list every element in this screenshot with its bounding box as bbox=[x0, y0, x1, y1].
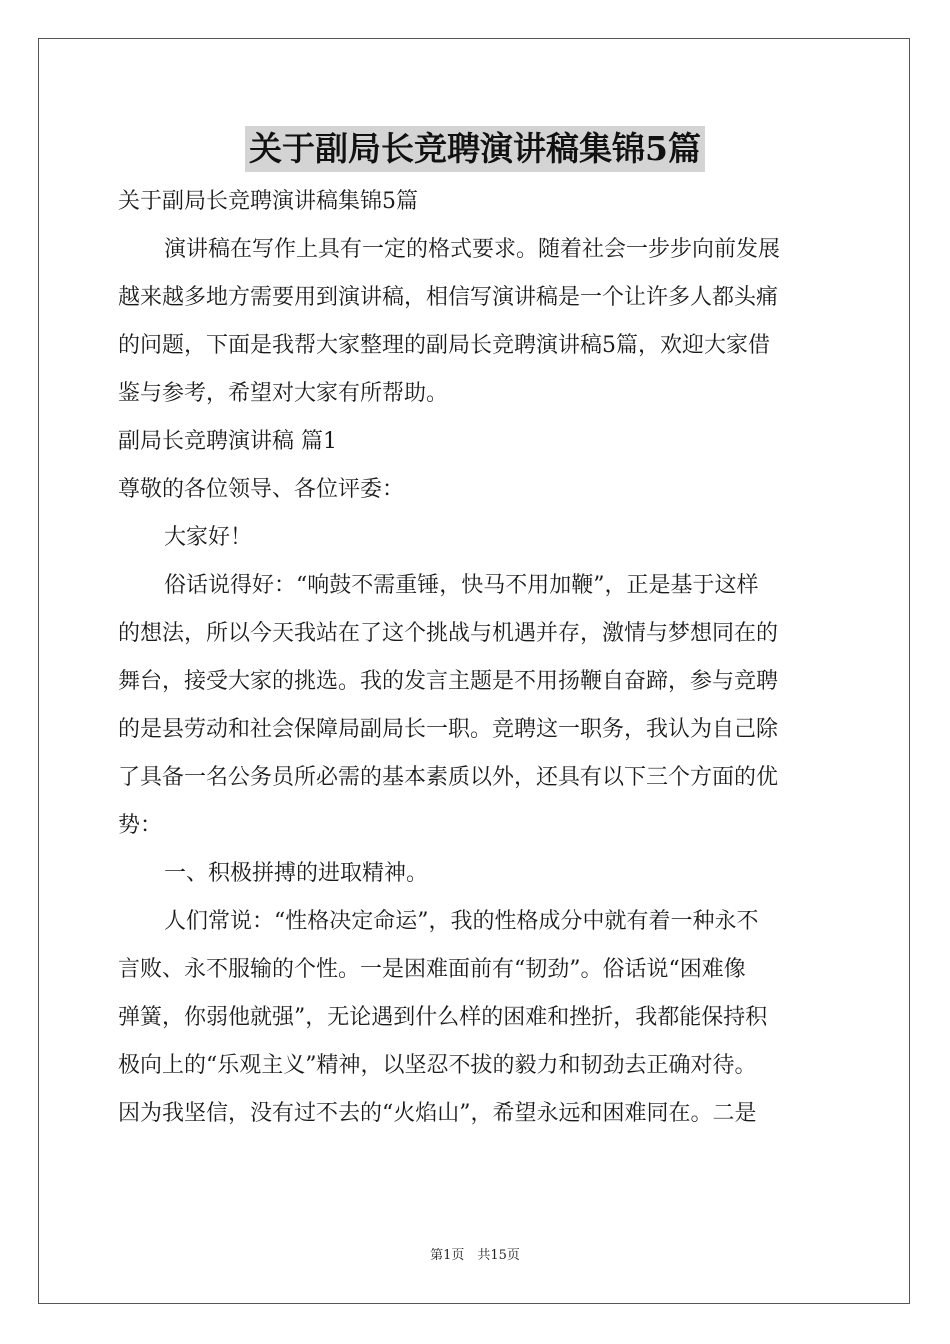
section-heading: 副局长竞聘演讲稿 篇1 bbox=[118, 429, 337, 454]
paragraph-line: 鉴与参考，希望对大家有所帮助。 bbox=[118, 381, 449, 406]
document-title: 关于副局长竞聘演讲稿集锦5篇 bbox=[245, 126, 705, 172]
title-container bbox=[0, 126, 950, 172]
subtitle-line: 关于副局长竞聘演讲稿集锦5篇 bbox=[118, 189, 418, 214]
paragraph-line: 越来越多地方需要用到演讲稿，相信写演讲稿是一个让许多人都头痛 bbox=[118, 285, 779, 310]
salutation-line: 尊敬的各位领导、各位评委： bbox=[118, 477, 405, 502]
paragraph-line: 言败、永不服输的个性。一是困难面前有“韧劲”。俗话说“困难像 bbox=[118, 957, 746, 982]
paragraph-line: 势： bbox=[118, 813, 163, 838]
page-number: 第1页 共15页 bbox=[430, 1248, 520, 1263]
document-body bbox=[118, 178, 834, 1138]
paragraph-line: 俗话说得好：“响鼓不需重锤，快马不用加鞭”，正是基于这样 bbox=[164, 573, 759, 598]
greeting-line: 大家好！ bbox=[164, 525, 253, 550]
paragraph-line: 舞台，接受大家的挑选。我的发言主题是不用扬鞭自奋蹄，参与竞聘 bbox=[118, 669, 779, 694]
paragraph-line: 弹簧，你弱他就强”，无论遇到什么样的困难和挫折，我都能保持积 bbox=[118, 1005, 768, 1030]
paragraph-line: 因为我坚信，没有过不去的“火焰山”，希望永远和困难同在。二是 bbox=[118, 1101, 757, 1126]
point-heading: 一、积极拼搏的进取精神。 bbox=[164, 861, 429, 886]
paragraph-line: 了具备一名公务员所必需的基本素质以外，还具有以下三个方面的优 bbox=[118, 765, 779, 790]
paragraph-line: 的是县劳动和社会保障局副局长一职。竞聘这一职务，我认为自己除 bbox=[118, 717, 779, 742]
paragraph-line: 极向上的“乐观主义”精神，以坚忍不拔的毅力和韧劲去正确对待。 bbox=[118, 1053, 757, 1078]
paragraph-line: 的想法，所以今天我站在了这个挑战与机遇并存，激情与梦想同在的 bbox=[118, 621, 779, 646]
paragraph-line: 人们常说：“性格决定命运”，我的性格成分中就有着一种永不 bbox=[164, 909, 759, 934]
paragraph-line: 演讲稿在写作上具有一定的格式要求。随着社会一步步向前发展 bbox=[164, 237, 781, 262]
paragraph-line: 的问题，下面是我帮大家整理的副局长竞聘演讲稿5篇，欢迎大家借 bbox=[118, 333, 770, 358]
